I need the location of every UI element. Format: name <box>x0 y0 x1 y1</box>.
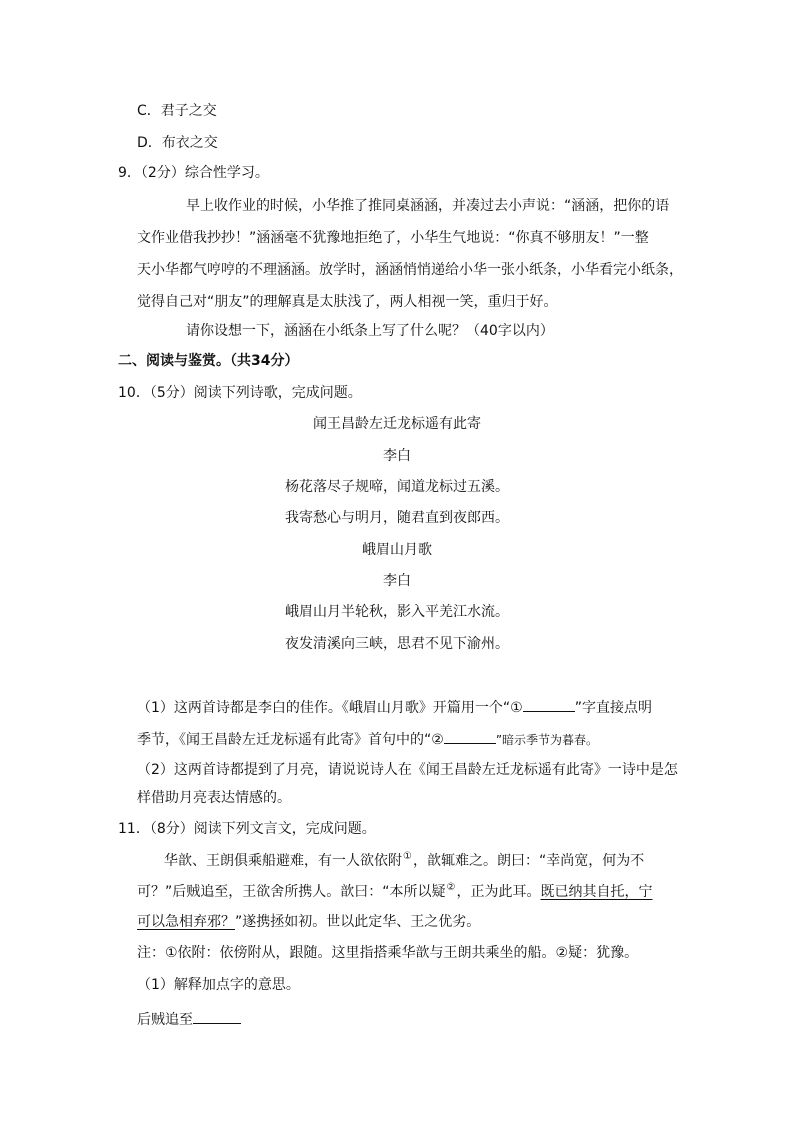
passage-line-3 <box>137 912 480 932</box>
blank-1-number: ① <box>510 700 523 716</box>
option-c: C．君子之交 <box>137 103 217 119</box>
answer-blank-3[interactable] <box>193 1008 241 1024</box>
question-10-header: 10．（5分）阅读下列诗歌，完成问题。 <box>118 385 362 401</box>
answer-blank-2[interactable] <box>444 728 496 744</box>
poem-2-title: 峨眉山月歌 <box>362 542 432 558</box>
note-marker-1: ① <box>403 851 412 862</box>
question-10-sub-1-line-1 <box>137 696 652 718</box>
sub-1-text-b: ”字直接点明 <box>574 700 652 716</box>
underlined-sentence: 可以急相弃邪？ <box>137 914 235 930</box>
question-9-line-1: 早上收作业的时候，小华推了推同桌涵涵，并凑过去小声说：“涵涵，把你的语 <box>186 198 670 214</box>
passage-text: ，正为此耳。 <box>456 884 541 900</box>
question-10-sub-2-line-1: （2）这两首诗都提到了月亮，请说说诗人在《闻王昌龄左迁龙标遥有此寄》一诗中是怎 <box>137 762 678 778</box>
passage-text: ”遂携拯如初。世以此定华、王之优劣。 <box>235 914 481 930</box>
poem-1-line-2: 我寄愁心与明月，随君直到夜郎西。 <box>285 510 509 526</box>
passage-line-1 <box>164 851 644 873</box>
poem-1-title: 闻王昌龄左迁龙标遥有此寄 <box>313 416 481 432</box>
sub-1-text-d: ”暗示季节为暮春。 <box>495 733 599 747</box>
question-11-item-1 <box>137 1008 241 1030</box>
sub-1-text-c: 季节，《闻王昌龄左迁龙标遥有此寄》首句中的“ <box>137 732 432 748</box>
poem-2-author: 李白 <box>383 573 411 589</box>
passage-line-2 <box>137 882 652 904</box>
section-2-heading: 二、阅读与鉴赏。（共34分） <box>118 353 299 369</box>
question-11-header: 11．（8分）阅读下列文言文，完成问题。 <box>118 821 376 837</box>
question-10-sub-1-line-2 <box>137 728 598 750</box>
passage-note: 注：①依附：依傍附从，跟随。这里指搭乘华歆与王朗共乘坐的船。②疑：犹豫。 <box>137 945 639 961</box>
blank-2-number: ② <box>431 732 444 748</box>
item-text: 后贼追至 <box>137 1012 193 1028</box>
passage-text: ，歆辄难之。朗曰：“幸尚宽，何为不 <box>412 853 645 869</box>
poem-1-author: 李白 <box>383 448 411 464</box>
underlined-sentence: 既已纳其自托，宁 <box>540 884 653 900</box>
passage-text: 可？”后贼追至，王欲舍所携人。歆曰：“本所以疑 <box>137 884 446 900</box>
poem-2-line-2: 夜发清溪向三峡，思君不见下渝州。 <box>285 636 509 652</box>
poem-2-line-1: 峨眉山月半轮秋，影入平羌江水流。 <box>285 604 509 620</box>
poem-1-line-1: 杨花落尽子规啼，闻道龙标过五溪。 <box>285 479 509 495</box>
question-11-sub-1: （1）解释加点字的意思。 <box>137 977 300 993</box>
question-9-line-4: 觉得自己对“朋友”的理解真是太肤浅了，两人相视一笑，重归于好。 <box>137 294 558 310</box>
question-9-line-3: 天小华都气哼哼的不理涵涵。放学时，涵涵悄悄递给小华一张小纸条，小华看完小纸条， <box>137 262 683 278</box>
answer-blank-1[interactable] <box>523 696 575 712</box>
option-d: D．布衣之交 <box>137 135 218 151</box>
note-marker-2: ② <box>446 882 456 893</box>
passage-text: 华歆、王朗俱乘船避难，有一人欲依附 <box>164 853 402 869</box>
sub-1-text-a: （1）这两首诗都是李白的佳作。《峨眉山月歌》开篇用一个“ <box>137 700 511 716</box>
question-9-prompt: 请你设想一下，涵涵在小纸条上写了什么呢？（40字以内） <box>186 323 554 339</box>
question-9-line-2: 文作业借我抄抄！”涵涵毫不犹豫地拒绝了，小华生气地说：“你真不够朋友！”一整 <box>137 230 649 246</box>
question-9-header: 9．（2分）综合性学习。 <box>118 165 269 181</box>
question-10-sub-2-line-2: 样借助月亮表达情感的。 <box>137 790 291 806</box>
